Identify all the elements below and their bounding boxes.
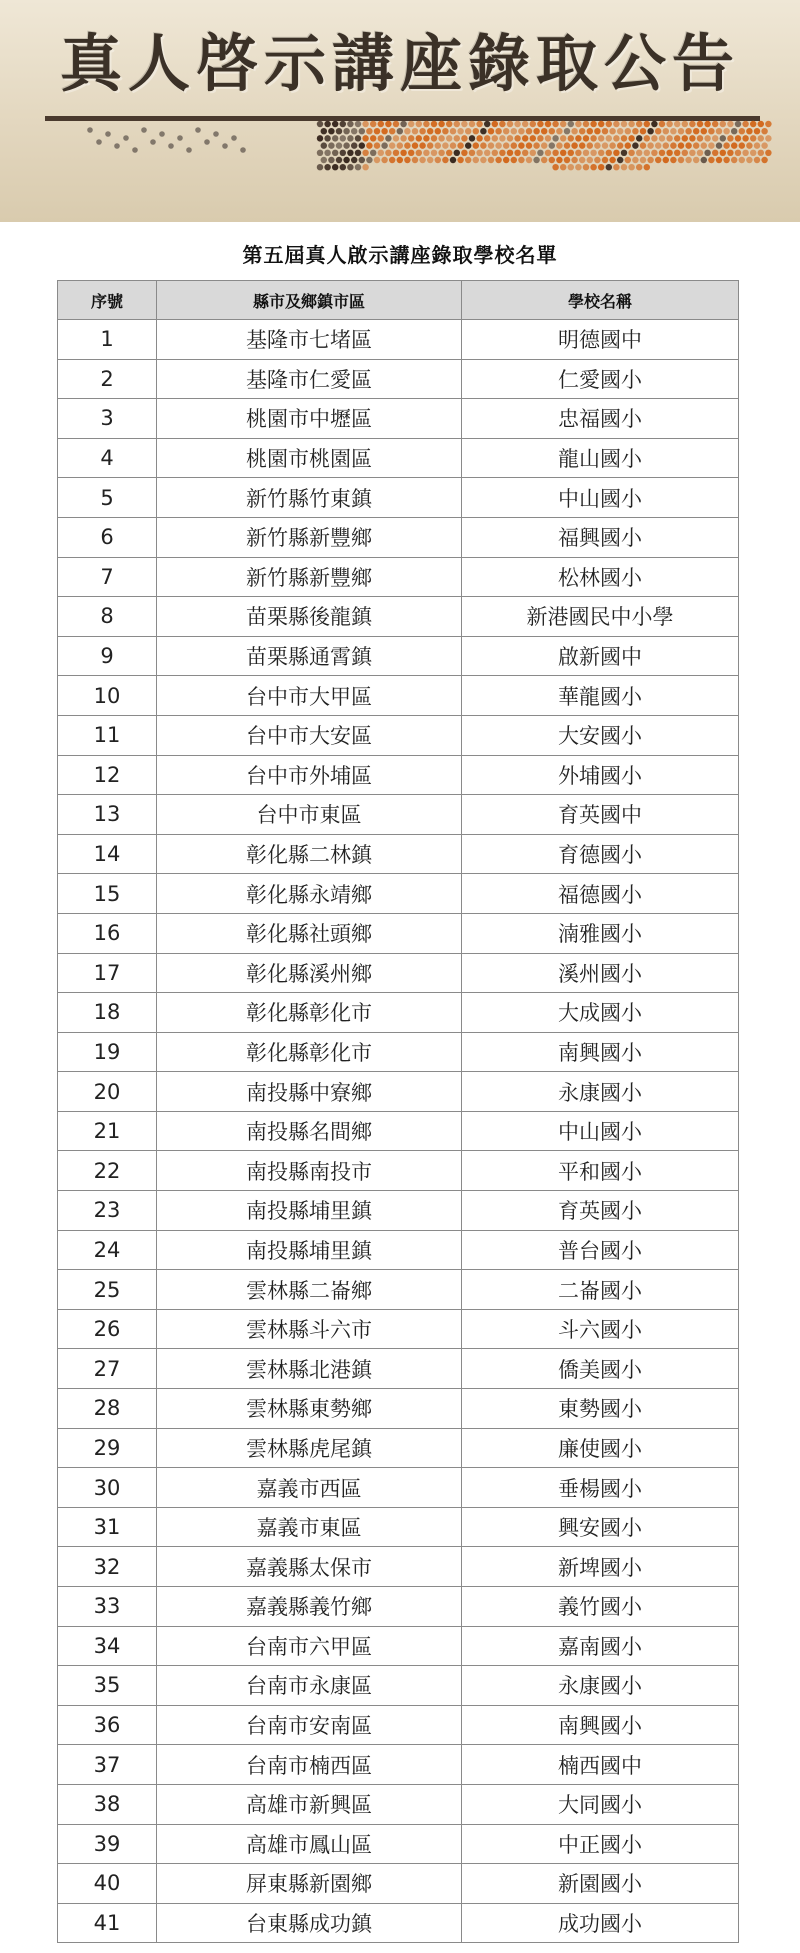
row-school: 新埤國小	[462, 1547, 739, 1587]
table-row	[58, 1864, 739, 1904]
table-row	[58, 399, 739, 439]
row-number: 21	[58, 1111, 157, 1151]
row-number: 29	[58, 1428, 157, 1468]
row-region: 苗栗縣後龍鎮	[157, 597, 462, 637]
row-region: 彰化縣彰化市	[157, 1032, 462, 1072]
row-region: 台南市永康區	[157, 1666, 462, 1706]
header-number: 序號	[58, 281, 157, 320]
row-school: 松林國小	[462, 557, 739, 597]
row-school: 中正國小	[462, 1824, 739, 1864]
row-region: 台中市大安區	[157, 715, 462, 755]
row-school: 普台國小	[462, 1230, 739, 1270]
table-row	[58, 1468, 739, 1508]
row-school: 永康國小	[462, 1072, 739, 1112]
table-row	[58, 517, 739, 557]
row-region: 基隆市仁愛區	[157, 359, 462, 399]
row-number: 20	[58, 1072, 157, 1112]
table-row	[58, 478, 739, 518]
row-region: 台南市安南區	[157, 1705, 462, 1745]
row-school: 育英國中	[462, 795, 739, 835]
row-number: 37	[58, 1745, 157, 1785]
table-row	[58, 1349, 739, 1389]
table-row	[58, 913, 739, 953]
row-region: 雲林縣斗六市	[157, 1309, 462, 1349]
table-row	[58, 1587, 739, 1627]
row-number: 7	[58, 557, 157, 597]
table-row	[58, 1111, 739, 1151]
table-row	[58, 1230, 739, 1270]
row-school: 成功國小	[462, 1903, 739, 1943]
row-region: 新竹縣新豐鄉	[157, 517, 462, 557]
table-row	[58, 1428, 739, 1468]
row-school: 南興國小	[462, 1032, 739, 1072]
row-school: 龍山國小	[462, 438, 739, 478]
table-row	[58, 320, 739, 360]
row-number: 36	[58, 1705, 157, 1745]
row-school: 興安國小	[462, 1507, 739, 1547]
row-region: 桃園市中壢區	[157, 399, 462, 439]
row-school: 大成國小	[462, 993, 739, 1033]
row-number: 26	[58, 1309, 157, 1349]
row-school: 啟新國中	[462, 636, 739, 676]
row-school: 福德國小	[462, 874, 739, 914]
row-region: 彰化縣二林鎮	[157, 834, 462, 874]
row-region: 彰化縣溪州鄉	[157, 953, 462, 993]
table-row	[58, 1547, 739, 1587]
table-row	[58, 993, 739, 1033]
row-region: 屏東縣新園鄉	[157, 1864, 462, 1904]
row-school: 育英國小	[462, 1191, 739, 1231]
table-row	[58, 1745, 739, 1785]
row-region: 嘉義縣義竹鄉	[157, 1587, 462, 1627]
row-number: 9	[58, 636, 157, 676]
row-school: 廉使國小	[462, 1428, 739, 1468]
table-row	[58, 1824, 739, 1864]
row-number: 19	[58, 1032, 157, 1072]
row-number: 32	[58, 1547, 157, 1587]
row-number: 12	[58, 755, 157, 795]
row-region: 彰化縣永靖鄉	[157, 874, 462, 914]
row-number: 4	[58, 438, 157, 478]
row-number: 11	[58, 715, 157, 755]
row-school: 僑美國小	[462, 1349, 739, 1389]
row-number: 28	[58, 1389, 157, 1429]
row-school: 永康國小	[462, 1666, 739, 1706]
table-row	[58, 755, 739, 795]
row-number: 16	[58, 913, 157, 953]
row-number: 5	[58, 478, 157, 518]
row-region: 彰化縣社頭鄉	[157, 913, 462, 953]
row-school: 福興國小	[462, 517, 739, 557]
row-number: 13	[58, 795, 157, 835]
row-region: 嘉義市東區	[157, 1507, 462, 1547]
header-region: 縣市及鄉鎮市區	[157, 281, 462, 320]
table-row	[58, 1666, 739, 1706]
row-number: 18	[58, 993, 157, 1033]
header-school: 學校名稱	[462, 281, 739, 320]
table-row	[58, 1270, 739, 1310]
table-row	[58, 1626, 739, 1666]
row-region: 新竹縣竹東鎮	[157, 478, 462, 518]
row-school: 東勢國小	[462, 1389, 739, 1429]
table-row	[58, 557, 739, 597]
row-school: 南興國小	[462, 1705, 739, 1745]
row-school: 平和國小	[462, 1151, 739, 1191]
row-number: 8	[58, 597, 157, 637]
row-school: 楠西國中	[462, 1745, 739, 1785]
row-region: 台南市楠西區	[157, 1745, 462, 1785]
row-school: 仁愛國小	[462, 359, 739, 399]
row-number: 34	[58, 1626, 157, 1666]
row-region: 南投縣埔里鎮	[157, 1191, 462, 1231]
table-row	[58, 1705, 739, 1745]
row-region: 嘉義縣太保市	[157, 1547, 462, 1587]
table-row	[58, 1151, 739, 1191]
row-school: 湳雅國小	[462, 913, 739, 953]
table-row	[58, 636, 739, 676]
row-number: 40	[58, 1864, 157, 1904]
header-banner	[0, 0, 800, 222]
row-number: 39	[58, 1824, 157, 1864]
row-school: 大安國小	[462, 715, 739, 755]
row-school: 華龍國小	[462, 676, 739, 716]
table-row	[58, 1784, 739, 1824]
table-row	[58, 438, 739, 478]
row-number: 25	[58, 1270, 157, 1310]
row-number: 3	[58, 399, 157, 439]
row-number: 22	[58, 1151, 157, 1191]
table-row	[58, 1191, 739, 1231]
row-region: 雲林縣虎尾鎮	[157, 1428, 462, 1468]
table-row	[58, 1903, 739, 1943]
row-number: 31	[58, 1507, 157, 1547]
row-region: 桃園市桃園區	[157, 438, 462, 478]
row-number: 41	[58, 1903, 157, 1943]
row-school: 新園國小	[462, 1864, 739, 1904]
row-region: 苗栗縣通霄鎮	[157, 636, 462, 676]
row-region: 南投縣埔里鎮	[157, 1230, 462, 1270]
row-number: 2	[58, 359, 157, 399]
row-number: 10	[58, 676, 157, 716]
row-number: 24	[58, 1230, 157, 1270]
row-region: 台東縣成功鎮	[157, 1903, 462, 1943]
row-region: 台中市大甲區	[157, 676, 462, 716]
row-school: 二崙國小	[462, 1270, 739, 1310]
table-row	[58, 1032, 739, 1072]
row-number: 38	[58, 1784, 157, 1824]
table-row	[58, 359, 739, 399]
row-region: 基隆市七堵區	[157, 320, 462, 360]
banner-title: 真人啓示講座錄取公告	[59, 27, 740, 100]
table-row	[58, 1389, 739, 1429]
admission-table	[57, 280, 739, 1943]
row-number: 15	[58, 874, 157, 914]
row-region: 嘉義市西區	[157, 1468, 462, 1508]
row-school: 大同國小	[462, 1784, 739, 1824]
row-region: 台中市東區	[157, 795, 462, 835]
row-region: 南投縣中寮鄉	[157, 1072, 462, 1112]
table-row	[58, 1309, 739, 1349]
table-row	[58, 953, 739, 993]
table-header-row	[58, 281, 739, 320]
row-number: 14	[58, 834, 157, 874]
table-row	[58, 1072, 739, 1112]
row-school: 溪州國小	[462, 953, 739, 993]
row-region: 雲林縣二崙鄉	[157, 1270, 462, 1310]
row-school: 中山國小	[462, 1111, 739, 1151]
table-row	[58, 597, 739, 637]
row-region: 彰化縣彰化市	[157, 993, 462, 1033]
row-number: 27	[58, 1349, 157, 1389]
row-region: 高雄市新興區	[157, 1784, 462, 1824]
row-number: 35	[58, 1666, 157, 1706]
row-school: 育德國小	[462, 834, 739, 874]
row-number: 33	[58, 1587, 157, 1627]
table-row	[58, 834, 739, 874]
row-number: 30	[58, 1468, 157, 1508]
row-number: 23	[58, 1191, 157, 1231]
row-school: 新港國民中小學	[462, 597, 739, 637]
row-region: 雲林縣東勢鄉	[157, 1389, 462, 1429]
row-number: 17	[58, 953, 157, 993]
row-number: 1	[58, 320, 157, 360]
row-number: 6	[58, 517, 157, 557]
table-row	[58, 795, 739, 835]
roster-title: 第五屆真人啟示講座錄取學校名單	[242, 243, 558, 267]
row-region: 台南市六甲區	[157, 1626, 462, 1666]
table-row	[58, 676, 739, 716]
table-row	[58, 1507, 739, 1547]
row-region: 新竹縣新豐鄉	[157, 557, 462, 597]
row-region: 南投縣南投市	[157, 1151, 462, 1191]
table-row	[58, 715, 739, 755]
row-school: 中山國小	[462, 478, 739, 518]
row-school: 外埔國小	[462, 755, 739, 795]
row-region: 雲林縣北港鎮	[157, 1349, 462, 1389]
row-school: 忠福國小	[462, 399, 739, 439]
row-school: 明德國中	[462, 320, 739, 360]
row-region: 台中市外埔區	[157, 755, 462, 795]
table-row	[58, 874, 739, 914]
row-school: 垂楊國小	[462, 1468, 739, 1508]
row-school: 義竹國小	[462, 1587, 739, 1627]
row-school: 嘉南國小	[462, 1626, 739, 1666]
row-region: 高雄市鳳山區	[157, 1824, 462, 1864]
row-school: 斗六國小	[462, 1309, 739, 1349]
row-region: 南投縣名間鄉	[157, 1111, 462, 1151]
